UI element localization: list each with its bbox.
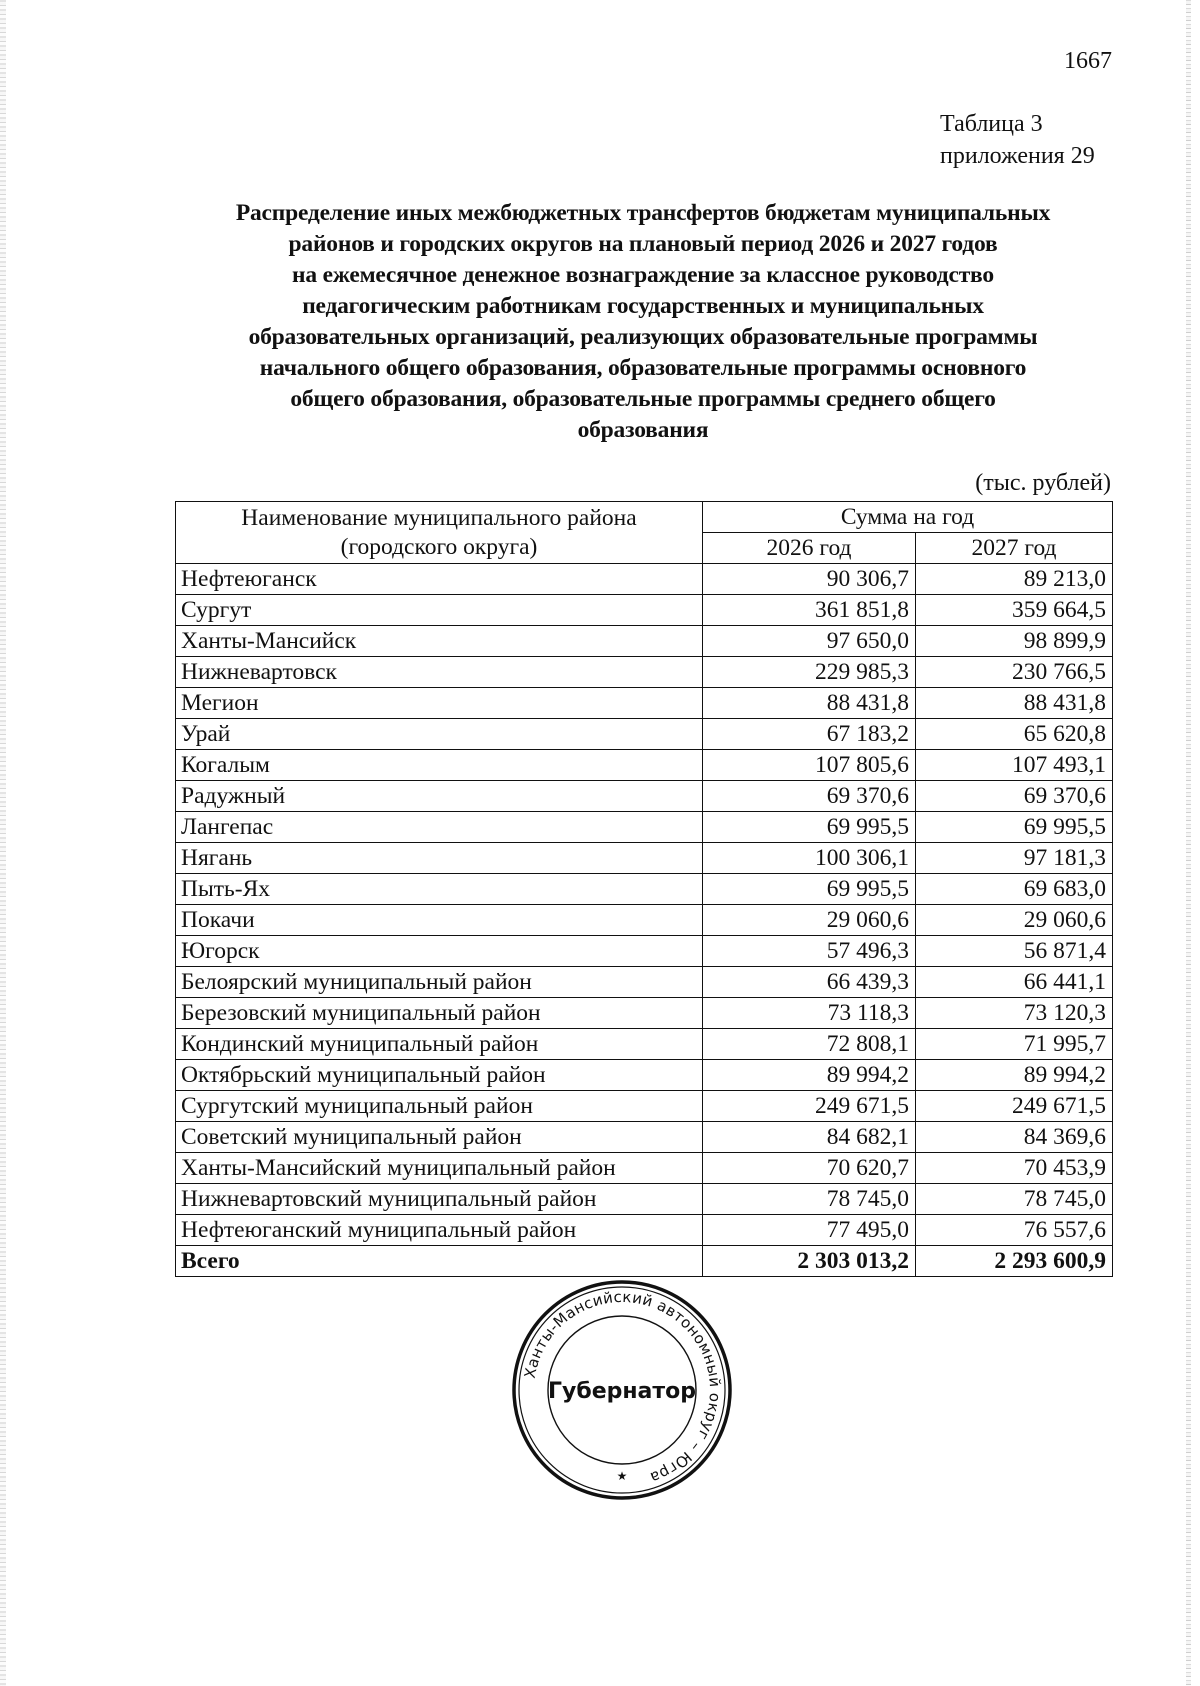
row-name: Советский муниципальный район — [176, 1122, 703, 1153]
row-2026: 107 805,6 — [703, 750, 916, 781]
total-label: Всего — [176, 1246, 703, 1277]
row-name: Ханты-Мансийск — [176, 626, 703, 657]
row-2027: 70 453,9 — [916, 1153, 1113, 1184]
row-2026: 100 306,1 — [703, 843, 916, 874]
table-row — [176, 1029, 1113, 1060]
row-name: Югорск — [176, 936, 703, 967]
table-row — [176, 998, 1113, 1029]
table-row — [176, 843, 1113, 874]
row-2027: 56 871,4 — [916, 936, 1113, 967]
row-2027: 66 441,1 — [916, 967, 1113, 998]
row-2027: 69 995,5 — [916, 812, 1113, 843]
title-line: на ежемесячное денежное вознаграждение за классное руководство — [292, 262, 994, 288]
row-2027: 76 557,6 — [916, 1215, 1113, 1246]
row-2027: 89 213,0 — [916, 564, 1113, 595]
row-2026: 70 620,7 — [703, 1153, 916, 1184]
header-year-2026: 2026 год — [703, 533, 916, 564]
row-name: Нижневартовск — [176, 657, 703, 688]
row-name: Октябрьский муниципальный район — [176, 1060, 703, 1091]
row-name: Пыть-Ях — [176, 874, 703, 905]
table-row — [176, 1153, 1113, 1184]
row-name: Нижневартовский муниципальный район — [176, 1184, 703, 1215]
total-2026: 2 303 013,2 — [703, 1246, 916, 1277]
row-2027: 69 683,0 — [916, 874, 1113, 905]
total-row — [176, 1246, 1113, 1277]
title-line: образовательных организаций, реализующих образовательные программы — [248, 324, 1038, 350]
row-2027: 89 994,2 — [916, 1060, 1113, 1091]
row-2027: 29 060,6 — [916, 905, 1113, 936]
row-2026: 89 994,2 — [703, 1060, 916, 1091]
table-row — [176, 1184, 1113, 1215]
appendix-number: приложения 29 — [940, 143, 1095, 169]
row-2026: 78 745,0 — [703, 1184, 916, 1215]
row-2026: 69 370,6 — [703, 781, 916, 812]
table-row — [176, 936, 1113, 967]
table-label — [940, 108, 1112, 172]
governor-seal-stamp — [510, 1278, 734, 1502]
title-line: районов и городских округов на плановый период 2026 и 2027 годов — [288, 231, 998, 257]
row-name: Лангепас — [176, 812, 703, 843]
title-line: Распределение иных межбюджетных трансфертов бюджетам муниципальных — [235, 200, 1051, 226]
row-2026: 69 995,5 — [703, 874, 916, 905]
row-2026: 69 995,5 — [703, 812, 916, 843]
row-2026: 88 431,8 — [703, 688, 916, 719]
row-2026: 29 060,6 — [703, 905, 916, 936]
row-name: Нефтеюганск — [176, 564, 703, 595]
row-2027: 69 370,6 — [916, 781, 1113, 812]
row-2027: 98 899,9 — [916, 626, 1113, 657]
row-2027: 359 664,5 — [916, 595, 1113, 626]
seal-ring-text: Ханты-Мансийский автономный округ – Югра — [520, 1287, 725, 1487]
table-row — [176, 688, 1113, 719]
page-number: 1667 — [1064, 48, 1112, 74]
row-2027: 107 493,1 — [916, 750, 1113, 781]
header-name-line2: (городского округа) — [340, 533, 538, 560]
row-2026: 66 439,3 — [703, 967, 916, 998]
table-row — [176, 812, 1113, 843]
row-name: Сургут — [176, 595, 703, 626]
row-2027: 88 431,8 — [916, 688, 1113, 719]
title-line: начального общего образования, образовательные программы основного — [259, 355, 1027, 381]
row-2026: 249 671,5 — [703, 1091, 916, 1122]
row-name: Урай — [176, 719, 703, 750]
seal-center-text: Губернатор — [547, 1379, 697, 1404]
table-row — [176, 781, 1113, 812]
table-body — [176, 564, 1113, 1277]
title-line: образования — [577, 417, 709, 443]
row-2027: 71 995,7 — [916, 1029, 1113, 1060]
seal-icon — [510, 1278, 734, 1502]
row-2026: 97 650,0 — [703, 626, 916, 657]
row-2027: 84 369,6 — [916, 1122, 1113, 1153]
document-title — [175, 198, 1111, 446]
transfers-table — [175, 501, 1113, 1277]
row-2026: 77 495,0 — [703, 1215, 916, 1246]
row-2027: 97 181,3 — [916, 843, 1113, 874]
row-name: Когалым — [176, 750, 703, 781]
row-name: Мегион — [176, 688, 703, 719]
table-row — [176, 1091, 1113, 1122]
header-year-2027: 2027 год — [916, 533, 1113, 564]
row-2026: 229 985,3 — [703, 657, 916, 688]
row-name: Нефтеюганский муниципальный район — [176, 1215, 703, 1246]
units-label: (тыс. рублей) — [975, 470, 1111, 496]
row-2027: 78 745,0 — [916, 1184, 1113, 1215]
row-2027: 65 620,8 — [916, 719, 1113, 750]
row-2026: 90 306,7 — [703, 564, 916, 595]
table-row — [176, 657, 1113, 688]
title-line: общего образования, образовательные программы среднего общего — [290, 386, 996, 412]
table-row — [176, 905, 1113, 936]
row-2026: 57 496,3 — [703, 936, 916, 967]
row-2026: 361 851,8 — [703, 595, 916, 626]
table-row — [176, 595, 1113, 626]
row-name: Нягань — [176, 843, 703, 874]
row-name: Березовский муниципальный район — [176, 998, 703, 1029]
total-2027: 2 293 600,9 — [916, 1246, 1113, 1277]
row-name: Сургутский муниципальный район — [176, 1091, 703, 1122]
row-2027: 230 766,5 — [916, 657, 1113, 688]
seal-star-icon: ★ — [616, 1469, 628, 1483]
table-row — [176, 750, 1113, 781]
table-number: Таблица 3 — [940, 111, 1043, 137]
row-name: Покачи — [176, 905, 703, 936]
row-2027: 249 671,5 — [916, 1091, 1113, 1122]
header-sum-group: Сумма на год — [703, 502, 1113, 533]
row-2026: 72 808,1 — [703, 1029, 916, 1060]
header-name-column — [176, 502, 703, 564]
scan-edge-left — [0, 0, 6, 1686]
table-row — [176, 564, 1113, 595]
row-name: Кондинский муниципальный район — [176, 1029, 703, 1060]
table-row — [176, 1215, 1113, 1246]
header-name-line1: Наименование муниципального района — [241, 504, 637, 531]
row-2026: 84 682,1 — [703, 1122, 916, 1153]
table-row — [176, 874, 1113, 905]
header-row — [176, 502, 1113, 533]
table-row — [176, 719, 1113, 750]
row-name: Ханты-Мансийский муниципальный район — [176, 1153, 703, 1184]
table-row — [176, 1122, 1113, 1153]
table-row — [176, 626, 1113, 657]
row-2027: 73 120,3 — [916, 998, 1113, 1029]
row-2026: 67 183,2 — [703, 719, 916, 750]
table-row — [176, 1060, 1113, 1091]
scan-edge-right — [1186, 0, 1191, 1686]
row-2026: 73 118,3 — [703, 998, 916, 1029]
table-row — [176, 967, 1113, 998]
row-name: Белоярский муниципальный район — [176, 967, 703, 998]
row-name: Радужный — [176, 781, 703, 812]
title-line: педагогическим работникам государственных и муниципальных — [302, 293, 984, 319]
